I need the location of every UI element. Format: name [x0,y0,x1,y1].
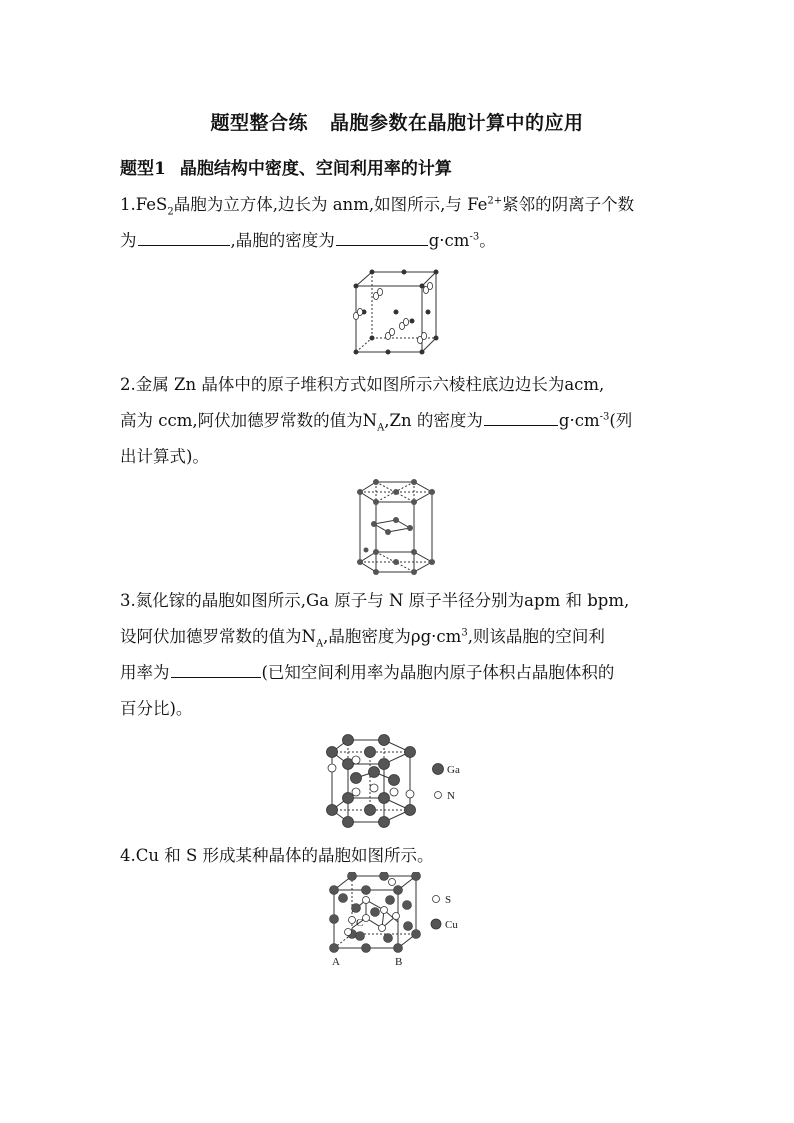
legend-ga-label: Ga [447,764,460,776]
question-1: 1.FeS$_2$晶胞为立方体,边长为 anm,如图所示,与 $Fe^{2+}$紧邻的阴离子个数 为 ,晶胞的密度为 $g\cdot cm^{-3}$。 [120,195,635,250]
question-4: 4.Cu 和 S 形成某种晶体的晶胞如图所示。 [120,846,434,865]
question-2: 2.金属 Zn 晶体中的原子堆积方式如图所示六棱柱底边边长为acm, 高为 ccm,阿伏加德罗常数的值为$N_A,Zn$ 的密度为 $g\cdot cm^{-3}$(列 出计算式)。 [120,375,633,466]
section-label: 题型1 [120,159,166,179]
answer-blank[interactable] [484,407,558,426]
answer-blank[interactable] [336,227,428,246]
label-b: B [395,956,403,968]
legend-s-label: S [445,894,452,906]
fes2-unit-cell-figure [348,266,440,358]
label-a: A [332,956,340,968]
section-heading [120,154,452,179]
legend-cu-label: Cu [445,919,458,931]
title-left: 题型整合练 [210,112,308,134]
label-c: C [356,917,364,929]
page-title [0,108,794,135]
zn-hexagonal-cell-figure [352,478,442,578]
gan-unit-cell-figure [322,730,472,834]
answer-blank[interactable] [138,227,230,246]
title-right: 晶胞参数在晶胞计算中的应用 [330,112,584,134]
section-name: 晶胞结构中密度、空间利用率的计算 [179,159,452,179]
legend-n-label: N [447,790,455,802]
question-3: 3.氮化镓的晶胞如图所示,Ga 原子与 N 原子半径分别为apm 和 bpm, 设阿伏加德罗常数的值为$N_A$,晶胞密度为$\rho g\cdot cm^3$,则该晶胞的空间利 用率为 (已知空间利用率为晶胞内原子体积占晶胞体积的 百分比)。 [120,591,630,718]
cus-unit-cell-figure [326,872,466,970]
answer-blank[interactable] [171,659,261,678]
